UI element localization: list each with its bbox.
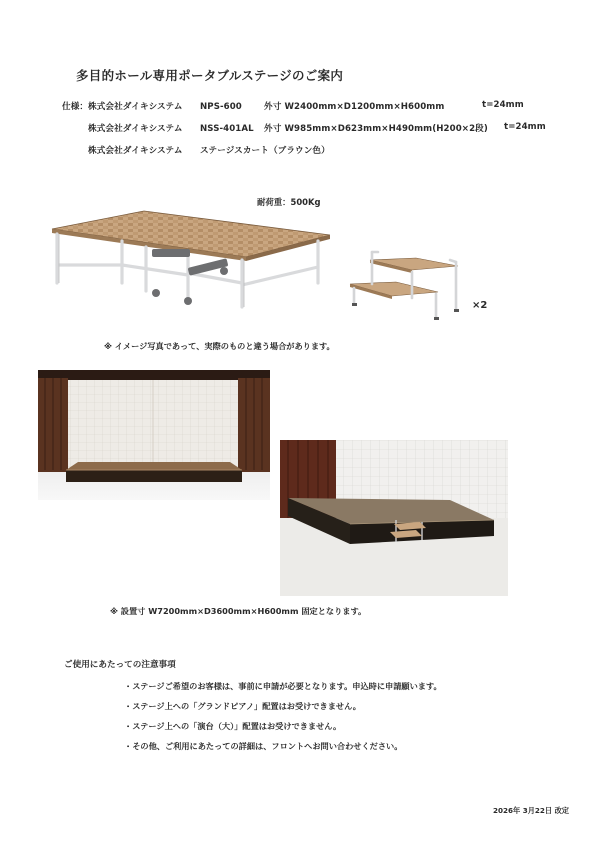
step-unit-photo	[346, 248, 464, 324]
installation-size-note: ※ 設置寸 W7200mm×D3600mm×H600mm 固定となります。	[110, 606, 367, 616]
stage-unit-photo	[48, 205, 330, 315]
spec-row-2	[88, 122, 254, 134]
spec-row-3	[88, 144, 330, 156]
spec-label: 仕様：	[62, 102, 89, 112]
spec-maker: 株式会社ダイキシステム	[88, 146, 183, 156]
load-capacity-label: 耐荷重：500Kg	[257, 197, 321, 207]
usage-note-item: ・ステージ上への「グランドピアノ」配置はお受けできません。	[124, 701, 361, 711]
spec-thick-1: t=24mm	[482, 100, 524, 110]
spec-thick-2: t=24mm	[504, 122, 546, 132]
revision-date: 2026年 3月22日 改定	[493, 806, 569, 815]
spec-row-1	[88, 100, 264, 112]
spec-maker: 株式会社ダイキシステム	[88, 124, 183, 134]
spec-model: NSS-401AL	[200, 124, 254, 134]
hall-stage-photo-angle	[280, 440, 508, 596]
image-disclaimer: ※ イメージ写真であって、実際のものと違う場合があります。	[104, 341, 335, 351]
spec-model: ステージスカート（ブラウン色）	[200, 146, 330, 156]
usage-note-item: ・ステージご希望のお客様は、事前に申請が必要となります。申込時に申請願います。	[124, 681, 442, 691]
page-title: 多目的ホール専用ポータブルステージのご案内	[76, 68, 344, 83]
hall-stage-photo-front	[38, 370, 270, 500]
spec-dims-2: 外寸 W985mm×D623mm×H490mm(H200×2段)	[264, 124, 488, 134]
usage-note-item: ・ステージ上への「演台（大）」配置はお受けできません。	[124, 721, 342, 731]
quantity-multiplier: ×2	[472, 300, 488, 311]
spec-maker: 株式会社ダイキシステム	[88, 102, 183, 112]
spec-dims-1: 外寸 W2400mm×D1200mm×H600mm	[264, 102, 445, 112]
usage-note-item: ・その他、ご利用にあたっての詳細は、フロントへお問い合わせください。	[124, 741, 403, 751]
spec-model: NPS-600	[200, 102, 242, 112]
usage-notes-title: ご使用にあたっての注意事項	[64, 660, 176, 670]
